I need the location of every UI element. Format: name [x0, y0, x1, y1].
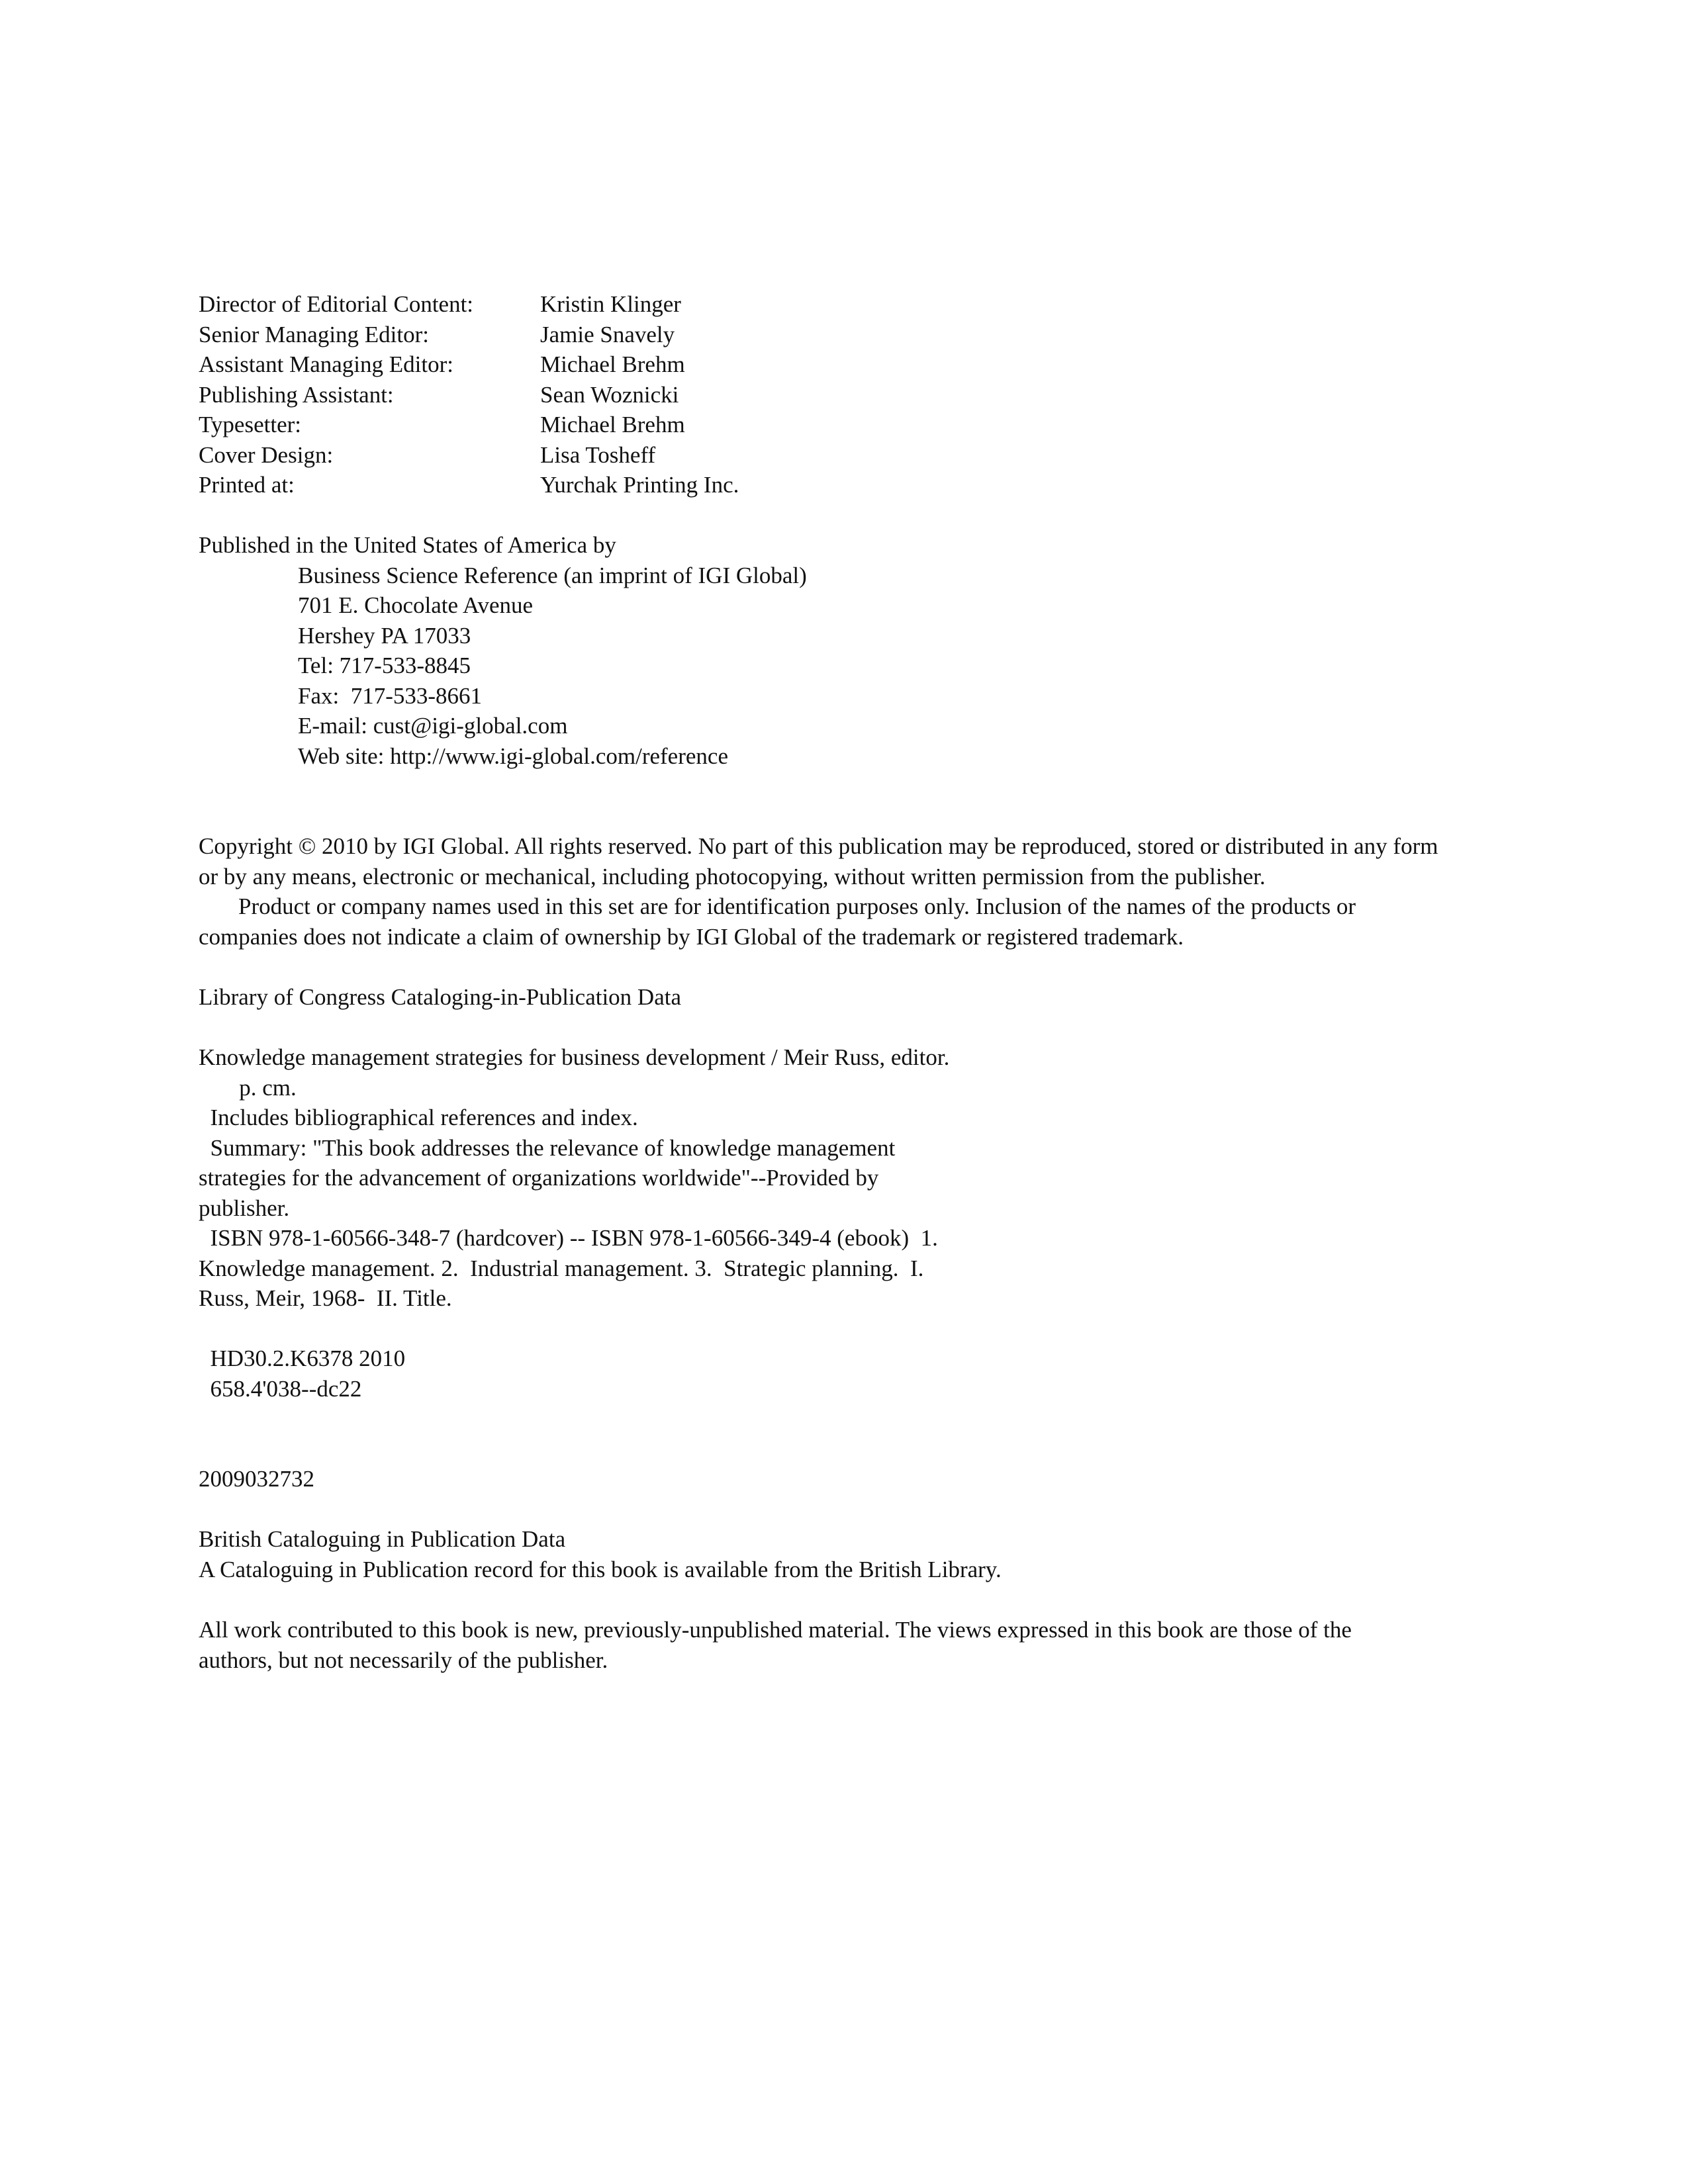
credit-role: Director of Editorial Content: — [199, 291, 474, 317]
credit-name: Kristin Klinger — [540, 291, 681, 317]
publisher-line: Tel: 717-533-8845 — [298, 653, 471, 678]
loc-classification — [199, 1343, 1456, 1404]
dewey-number: 658.4'038--dc22 — [199, 1375, 362, 1402]
loc-line: Summary: "This book addresses the relevance of knowledge management — [199, 1134, 896, 1161]
lc-call-number: HD30.2.K6378 2010 — [199, 1345, 406, 1371]
credit-name: Sean Woznicki — [540, 381, 679, 408]
british-text: A Cataloguing in Publication record for this book is available from the British Library. — [199, 1556, 1002, 1582]
loc-line: strategies for the advancement of organizations worldwide"--Provided by — [199, 1165, 879, 1191]
loc-line: Includes bibliographical references and index. — [199, 1105, 638, 1130]
publisher-block — [199, 530, 1456, 771]
trademark-paragraph: Product or company names used in this set are for identification purposes only. Inclusion of the names of the products or companies does not indicate a claim of ownership by IGI Global of the trademark or registered trademark. — [199, 893, 1356, 950]
credit-name: Michael Brehm — [540, 412, 685, 437]
credit-role: Senior Managing Editor: — [199, 321, 430, 347]
credit-name: Lisa Tosheff — [540, 441, 656, 468]
disclaimer-line: authors, but not necessarily of the publisher. — [199, 1647, 608, 1673]
loc-line: Knowledge management strategies for business development / Meir Russ, editor. — [199, 1044, 950, 1070]
publisher-email: E-mail: cust@igi-global.com — [298, 713, 568, 739]
loc-record — [199, 1042, 1456, 1314]
credit-role: Cover Design: — [199, 441, 334, 468]
publisher-line: 701 E. Chocolate Avenue — [298, 592, 534, 618]
copyright-notice — [199, 831, 1443, 952]
loc-heading: Library of Congress Cataloging-in-Publication Data — [199, 984, 682, 1010]
credit-role: Publishing Assistant: — [199, 381, 394, 408]
credit-role: Assistant Managing Editor: — [199, 351, 453, 377]
loc-line: p. cm. — [199, 1074, 297, 1101]
publisher-line: Business Science Reference (an imprint of IGI Global) — [298, 562, 807, 588]
loc-line: Knowledge management. 2. Industrial management. 3. Strategic planning. I. — [199, 1255, 924, 1281]
loc-line: ISBN 978-1-60566-348-7 (hardcover) -- ISBN 978-1-60566-349-4 (ebook) 1. — [199, 1225, 938, 1251]
publisher-line: Fax: 717-533-8661 — [298, 682, 483, 709]
publisher-line: Hershey PA 17033 — [298, 622, 471, 649]
british-heading: British Cataloguing in Publication Data — [199, 1526, 566, 1552]
loc-record-number — [199, 1464, 1456, 1494]
lccn: 2009032732 — [199, 1466, 314, 1492]
credit-name: Jamie Snavely — [540, 321, 675, 347]
loc-line: publisher. — [199, 1195, 290, 1221]
credit-name: Yurchak Printing Inc. — [540, 472, 739, 498]
british-cip-block — [199, 1524, 1456, 1584]
credit-role: Typesetter: — [199, 412, 301, 437]
publisher-intro: Published in the United States of America by — [199, 532, 616, 558]
copyright-paragraph: Copyright © 2010 by IGI Global. All rights reserved. No part of this publication may be reproduced, stored or distributed in any form or by any means, electronic or mechanical, including photocopying, without written permission from the publisher. — [199, 833, 1438, 889]
credit-role: Printed at: — [199, 472, 295, 498]
publisher-website: Web site: http://www.igi-global.com/reference — [298, 743, 728, 769]
disclaimer-block — [199, 1615, 1456, 1675]
credit-name: Michael Brehm — [540, 351, 685, 377]
disclaimer-line: All work contributed to this book is new, previously-unpublished material. The views expressed in this book are those of the — [199, 1617, 1352, 1643]
loc-line: Russ, Meir, 1968- II. Title. — [199, 1285, 452, 1311]
loc-cip-block — [199, 982, 1456, 1013]
